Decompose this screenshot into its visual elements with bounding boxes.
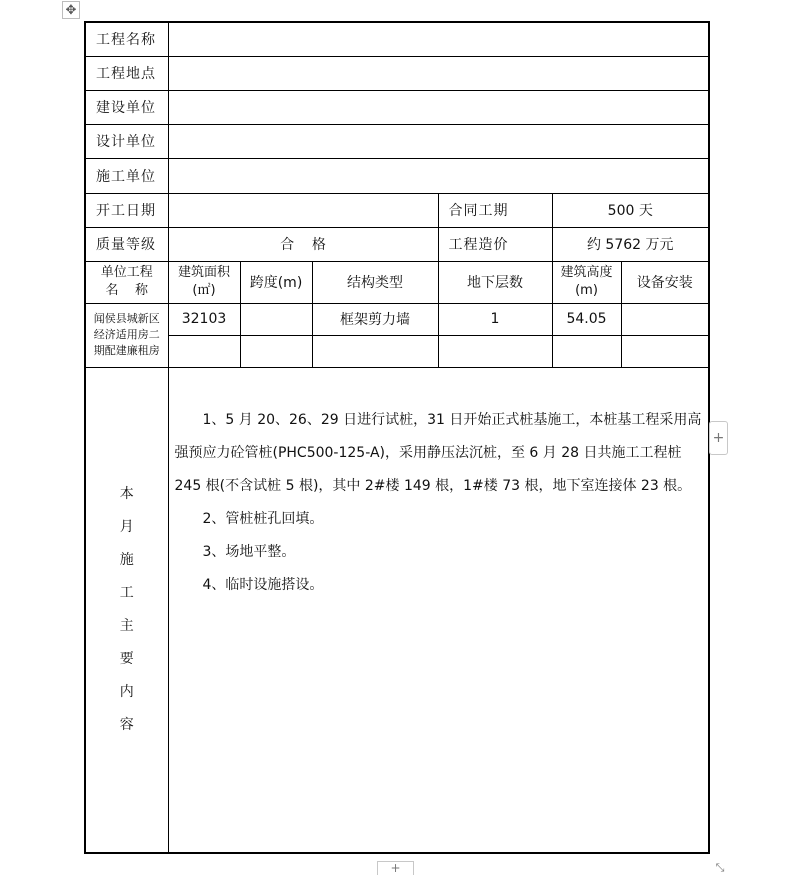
value-start-date[interactable]: [168, 193, 438, 227]
row-project-name: [85, 22, 709, 56]
header-height-line2: (m): [575, 283, 598, 298]
header-span: 跨度(m): [240, 261, 312, 303]
unit-name-cell[interactable]: [85, 303, 168, 367]
value-designer[interactable]: [168, 124, 709, 158]
value-project-cost[interactable]: 约 5762 万元: [552, 227, 709, 261]
value-quality-grade[interactable]: 合 格: [168, 227, 438, 261]
row-dates: [85, 193, 709, 227]
unit-name-line: 经济适用房二: [93, 328, 160, 341]
value-span[interactable]: [240, 303, 312, 335]
header-area-line2: (㎡): [192, 283, 216, 298]
header-equipment: 设备安装: [621, 261, 709, 303]
work-paragraph: 2、管桩桩孔回填。: [202, 510, 324, 527]
label-char: 月: [119, 518, 134, 535]
empty-cell[interactable]: [240, 335, 312, 367]
header-floors: 地下层数: [438, 261, 552, 303]
empty-cell[interactable]: [621, 335, 709, 367]
unit-name-line: 期配建廉租房: [93, 344, 160, 357]
work-paragraph: 1、5 月 20、26、29 日进行试桩，31 日开始正式桩基施工，本桩基工程采用高强预应力砼管桩(PHC500-125-A)，采用静压法沉桩，至 6 月 28 日共施工工程桩 245 根(不含试桩 5 根)，其中 2#楼 149 根，1#楼 73 根，地下室连接体 23 根。: [174, 411, 702, 494]
plus-icon: +: [712, 430, 725, 446]
label-char: 工: [119, 584, 134, 601]
header-height: [552, 261, 621, 303]
empty-cell[interactable]: [438, 335, 552, 367]
work-paragraph: 4、临时设施搭设。: [202, 576, 324, 593]
header-structure: 结构类型: [312, 261, 438, 303]
add-row-button[interactable]: [377, 861, 414, 875]
label-start-date: 开工日期: [85, 193, 168, 227]
empty-cell[interactable]: [312, 335, 438, 367]
row-designer: [85, 124, 709, 158]
empty-cell[interactable]: [168, 335, 240, 367]
label-char: 内: [119, 683, 134, 700]
move-icon: ✥: [65, 3, 77, 18]
header-unit-name-line2: 名 称: [105, 283, 149, 298]
label-project-site: 工程地点: [85, 56, 168, 90]
value-height[interactable]: 54.05: [552, 303, 621, 335]
label-designer: 设计单位: [85, 124, 168, 158]
header-unit-name-line1: 单位工程: [100, 265, 153, 280]
resize-icon: ⤡: [715, 861, 725, 874]
label-project-name: 工程名称: [85, 22, 168, 56]
table-move-handle[interactable]: [62, 1, 80, 19]
label-quality-grade: 质量等级: [85, 227, 168, 261]
value-contractor[interactable]: [168, 158, 709, 193]
value-equipment[interactable]: [621, 303, 709, 335]
label-char: 容: [119, 716, 134, 733]
construction-log-table: [84, 21, 710, 854]
row-contractor: [85, 158, 709, 193]
row-quality-cost: [85, 227, 709, 261]
row-unit-empty: [85, 335, 709, 367]
header-area: [168, 261, 240, 303]
row-unit-data: [85, 303, 709, 335]
plus-icon: +: [390, 861, 401, 875]
label-char: 本: [119, 485, 134, 502]
label-builder: 建设单位: [85, 90, 168, 124]
row-unit-headers: [85, 261, 709, 303]
label-char: 施: [119, 551, 134, 568]
add-column-button[interactable]: [709, 421, 728, 455]
row-monthly-work: [85, 367, 709, 853]
value-project-site[interactable]: [168, 56, 709, 90]
label-contract-period: 合同工期: [438, 193, 552, 227]
label-char: 要: [119, 650, 134, 667]
header-height-line1: 建筑高度: [560, 265, 613, 280]
header-area-line1: 建筑面积: [177, 265, 230, 280]
empty-cell[interactable]: [552, 335, 621, 367]
monthly-work-content[interactable]: [168, 367, 709, 853]
value-area[interactable]: 32103: [168, 303, 240, 335]
value-builder[interactable]: [168, 90, 709, 124]
label-contractor: 施工单位: [85, 158, 168, 193]
table-resize-handle[interactable]: [712, 861, 728, 875]
header-unit-name: [85, 261, 168, 303]
value-project-name[interactable]: [168, 22, 709, 56]
work-paragraph: 3、场地平整。: [202, 543, 296, 560]
monthly-work-label: [85, 367, 168, 853]
label-project-cost: 工程造价: [438, 227, 552, 261]
row-project-site: [85, 56, 709, 90]
label-char: 主: [119, 617, 134, 634]
value-contract-period[interactable]: 500 天: [552, 193, 709, 227]
value-structure[interactable]: 框架剪力墙: [312, 303, 438, 335]
unit-name-line: 闻侯县城新区: [93, 312, 160, 325]
row-builder: [85, 90, 709, 124]
value-floors[interactable]: 1: [438, 303, 552, 335]
